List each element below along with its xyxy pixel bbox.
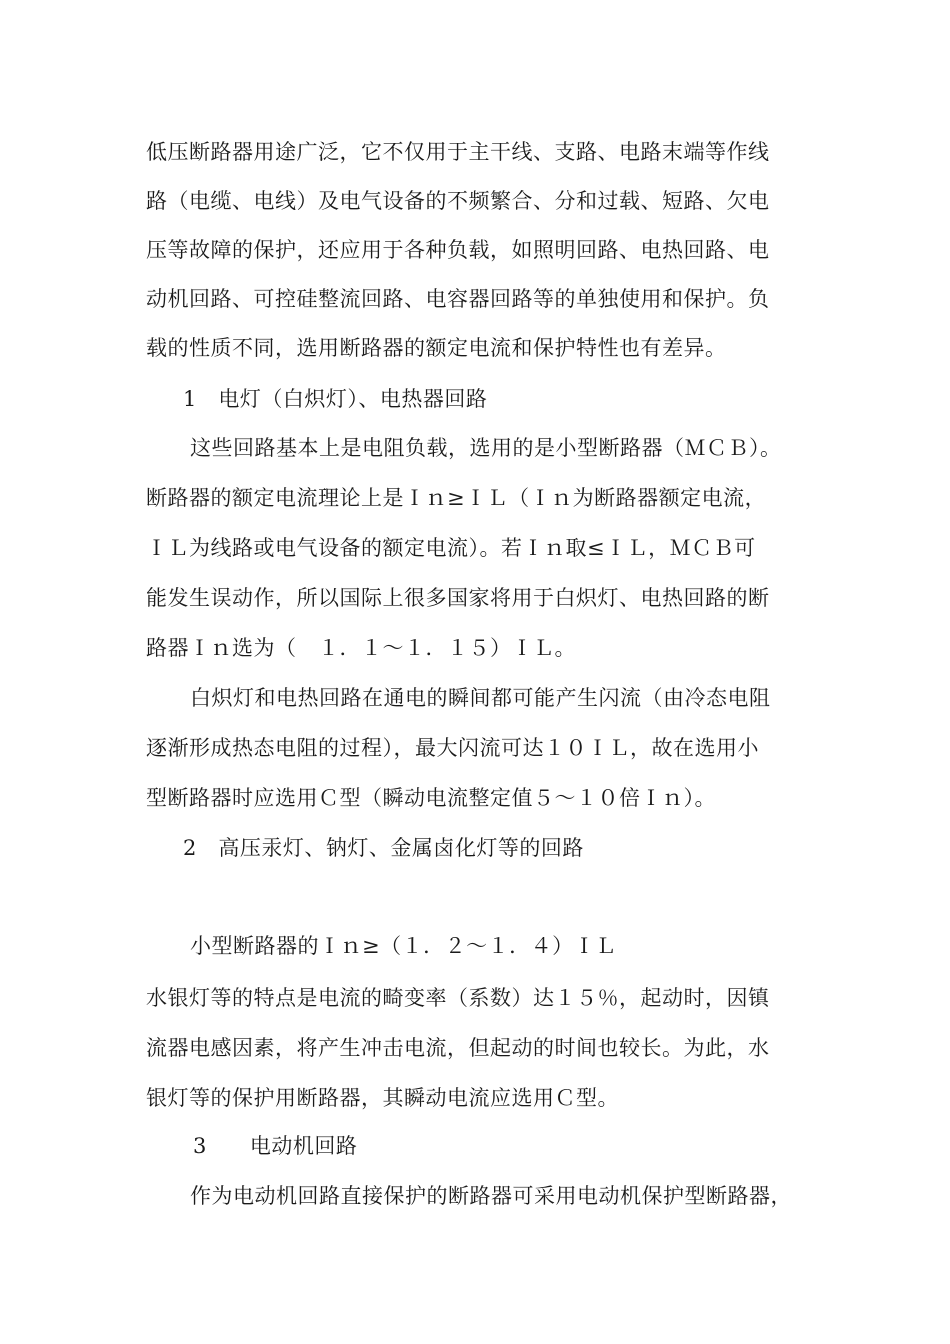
intro-line-4: 动机回路、可控硅整流回路、电容器回路等的单独使用和保护。负 [146, 287, 770, 311]
section-1-para-a-line-3: ＩＬ为线路或电气设备的额定电流）。若Ｉｎ取≤ＩＬ，ＭＣＢ可 [146, 536, 756, 560]
intro-line-5: 载的性质不同，选用断路器的额定电流和保护特性也有差异。 [146, 336, 727, 360]
section-2-para-line-3: 银灯等的保护用断路器，其瞬动电流应选用Ｃ型。 [146, 1086, 619, 1110]
section-3-para-line-1: 作为电动机回路直接保护的断路器可采用电动机保护型断路器， [190, 1184, 792, 1208]
section-2-formula: 小型断路器的Ｉｎ≥（１．２～１．４）ＩＬ [190, 934, 617, 958]
intro-line-3: 压等故障的保护，还应用于各种负载，如照明回路、电热回路、电 [146, 238, 770, 262]
section-1-para-a-line-1: 这些回路基本上是电阻负载，选用的是小型断路器（ＭＣＢ）。 [190, 436, 782, 460]
section-1-para-b-line-2: 逐渐形成热态电阻的过程），最大闪流可达１０ＩＬ，故在选用小 [146, 736, 759, 760]
intro-line-2: 路（电缆、电线）及电气设备的不频繁合、分和过载、短路、欠电 [146, 189, 770, 213]
section-1-para-a-line-2: 断路器的额定电流理论上是Ｉｎ≥ＩＬ（Ｉｎ为断路器额定电流， [146, 486, 767, 510]
section-1-para-b-line-3: 型断路器时应选用Ｃ型（瞬动电流整定值５～１０倍Ｉｎ）。 [146, 786, 716, 810]
section-1-para-b-line-1: 白炽灯和电热回路在通电的瞬间都可能产生闪流（由冷态电阻 [190, 686, 771, 710]
section-2-para-line-2: 流器电感因素，将产生冲击电流，但起动的时间也较长。为此，水 [146, 1036, 770, 1060]
section-2-para-line-1: 水银灯等的特点是电流的畸变率（系数）达１５％，起动时，因镇 [146, 986, 770, 1010]
section-1-para-a-line-5: 路器Ｉｎ选为（ １．１～１．１５）ＩＬ。 [146, 636, 576, 660]
section-1-heading: 1 电灯（白炽灯）、电热器回路 [183, 387, 488, 411]
section-3-heading: 3 电动机回路 [193, 1134, 358, 1158]
intro-line-1: 低压断路器用途广泛，它不仅用于主干线、支路、电路末端等作线 [146, 140, 770, 164]
section-2-heading: 2 高压汞灯、钠灯、金属卤化灯等的回路 [183, 836, 584, 860]
section-1-para-a-line-4: 能发生误动作，所以国际上很多国家将用于白炽灯、电热回路的断 [146, 586, 770, 610]
